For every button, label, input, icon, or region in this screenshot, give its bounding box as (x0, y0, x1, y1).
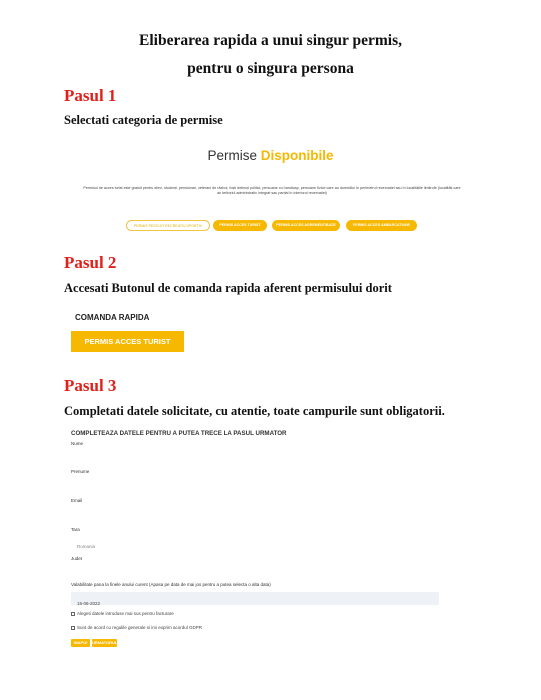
permit-tourist-button[interactable]: PERMIS ACCES TURIST (213, 220, 267, 231)
next-button[interactable]: URMATORUL (92, 640, 118, 645)
email-input[interactable] (71, 506, 439, 519)
field-label-email: Email (71, 498, 83, 503)
permits-title-accent: Disponibile (260, 148, 334, 163)
step1-heading: Pasul 1 (64, 86, 117, 105)
field-label-nume: Nume (71, 441, 84, 446)
step2-text: Accesati Butonul de comanda rapida aferent permisului dorit (64, 281, 392, 295)
back-button[interactable]: INAPOI (71, 639, 90, 647)
field-label-judet: Judet (71, 556, 83, 561)
page-title-line-1: Eliberarea rapida a unui singur permis, (139, 32, 402, 49)
permits-title-plain: Permise (207, 148, 261, 163)
judet-select[interactable] (71, 564, 439, 577)
field-label-tara: Tara (71, 527, 80, 532)
billing-checkbox-label: Alegeti datele introduse mai sus pentru facturare (77, 611, 174, 616)
step3-text: Completati datele solicitate, cu atentie, toate campurile sunt obligatorii. (64, 404, 445, 418)
quick-order-tourist-button[interactable]: PERMIS ACCES TURIST (71, 331, 184, 352)
permit-leisure-button[interactable]: PERMIS ACCES AGREMENT/BAZE (272, 220, 340, 231)
billing-checkbox[interactable] (71, 612, 75, 616)
permits-description: Permisul de acces turist este gratuit pentru elevi, studenți, pensionari, veterani de război, foști deținuți politici, persoane cu handicap, persoane fizice care au domiciliul în perimetrul rezervației sau în localitățile limitrofe (localități care au teritoriul administrativ integrat sau parțial în interiorul rezervației) (83, 186, 461, 196)
step2-heading: Pasul 2 (64, 253, 117, 272)
page-title-line-2: pentru o singura persona (187, 60, 354, 77)
validity-label: Valabilitate pana la finele anului curent (Apasa pe data de mai jos pentru a putea selecta o alta data) (71, 582, 271, 587)
validity-date-input[interactable] (71, 592, 439, 605)
prenume-input[interactable] (71, 477, 439, 490)
validity-date-value: 15-06-2022 (77, 601, 101, 606)
step1-text: Selectati categoria de permise (64, 113, 223, 127)
gdpr-checkbox-label: Sunt de acord cu regulile generale si imi exprim acordul GDPR (77, 625, 203, 630)
form-title: COMPLETEAZA DATELE PENTRU A PUTEA TRECE LA PASUL URMATOR (71, 430, 287, 437)
permit-boat-button[interactable]: PERMIS ACCES AMBARCATIUNE (346, 220, 417, 231)
tara-value: Romania (77, 544, 96, 549)
tara-select[interactable] (71, 535, 439, 548)
field-label-prenume: Prenume (71, 469, 90, 474)
gdpr-checkbox[interactable] (71, 626, 75, 630)
permits-panel-title (0, 148, 541, 163)
step3-heading: Pasul 3 (64, 376, 117, 395)
quick-order-label: COMANDA RAPIDA (75, 313, 150, 322)
nume-input[interactable] (71, 449, 439, 462)
permit-fishing-button[interactable]: PERMIS PESCUIT RECREATIV-SPORTIV (126, 220, 210, 231)
